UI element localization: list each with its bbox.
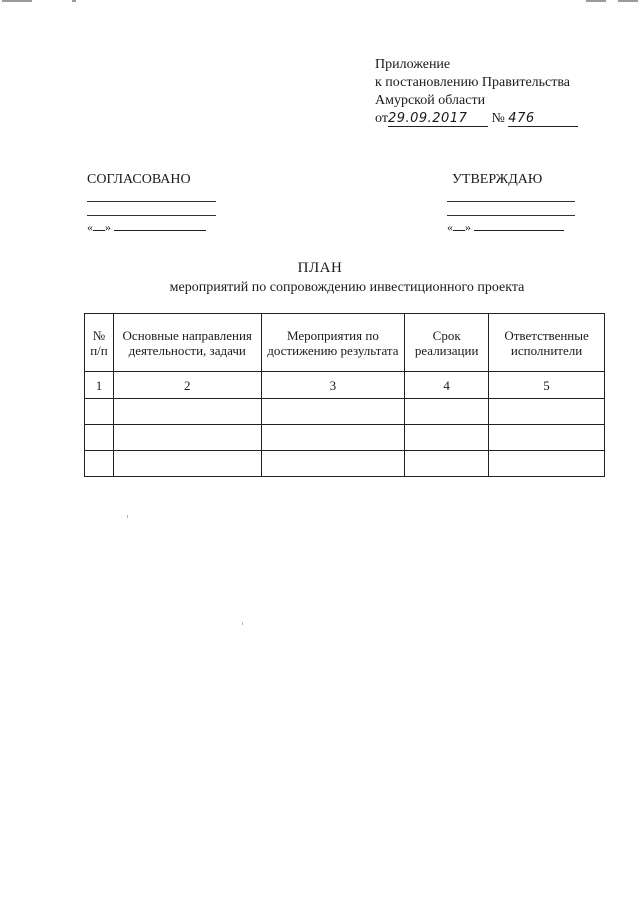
table-cell (405, 425, 489, 451)
day-blank (93, 230, 105, 231)
date-field (388, 112, 488, 127)
plan-subtitle: мероприятий по сопровождению инвестиционного проекта (169, 280, 525, 295)
date-placeholder-left (87, 221, 206, 233)
month-year-blank (114, 230, 206, 231)
quote-close: » (465, 220, 471, 234)
header-directions: Основные направления деятельности, задачи (113, 314, 261, 372)
number-prefix: № (491, 111, 505, 126)
number-value: 476 (508, 111, 535, 126)
date-prefix: от (375, 111, 388, 126)
table-cell (85, 451, 114, 477)
column-number: 4 (405, 372, 489, 399)
table-cell (261, 451, 405, 477)
scan-mark (586, 0, 606, 2)
plan-table (84, 313, 605, 477)
table-cell (261, 425, 405, 451)
table-cell (85, 399, 114, 425)
table-cell (489, 425, 605, 451)
scan-mark (72, 0, 76, 2)
column-number: 2 (113, 372, 261, 399)
table-cell (489, 399, 605, 425)
quote-open: « (447, 220, 453, 234)
column-number: 3 (261, 372, 405, 399)
table-cell (261, 399, 405, 425)
header-number: № п/п (85, 314, 114, 372)
month-year-blank (474, 230, 564, 231)
table-row (85, 451, 605, 477)
table-row (85, 425, 605, 451)
signature-line (447, 201, 575, 202)
day-blank (453, 230, 465, 231)
number-field (508, 112, 578, 127)
approved-by-label: СОГЛАСОВАНО (87, 172, 191, 187)
header-deadline: Срок реализации (405, 314, 489, 372)
table-row (85, 399, 605, 425)
signature-line (87, 201, 216, 202)
scan-mark (618, 0, 638, 2)
attachment-reference: к постановлению Правительства (375, 75, 571, 90)
table-cell (85, 425, 114, 451)
scan-speck (127, 515, 128, 518)
table-cell (405, 399, 489, 425)
signature-line (447, 215, 575, 216)
column-number: 1 (85, 372, 114, 399)
table-cell (489, 451, 605, 477)
column-number: 5 (489, 372, 605, 399)
scan-speck (242, 622, 243, 625)
table-header-row (85, 314, 605, 372)
plan-title: ПЛАН (297, 260, 343, 276)
table-cell (113, 399, 261, 425)
attachment-label: Приложение (375, 57, 451, 72)
signature-line (87, 215, 216, 216)
header-measures: Мероприятия по достижению результата (261, 314, 405, 372)
table-cell (113, 451, 261, 477)
table-cell (405, 451, 489, 477)
header-responsible: Ответственные исполнители (489, 314, 605, 372)
quote-close: » (105, 220, 111, 234)
attachment-header (375, 56, 578, 128)
table-cell (113, 425, 261, 451)
date-value: 29.09.2017 (387, 111, 468, 126)
date-placeholder-right (447, 221, 564, 233)
attachment-date-line (375, 110, 578, 128)
confirmed-by-label: УТВЕРЖДАЮ (452, 172, 543, 187)
scan-mark (2, 0, 32, 2)
attachment-region: Амурской области (375, 93, 486, 108)
column-number-row (85, 372, 605, 399)
quote-open: « (87, 220, 93, 234)
